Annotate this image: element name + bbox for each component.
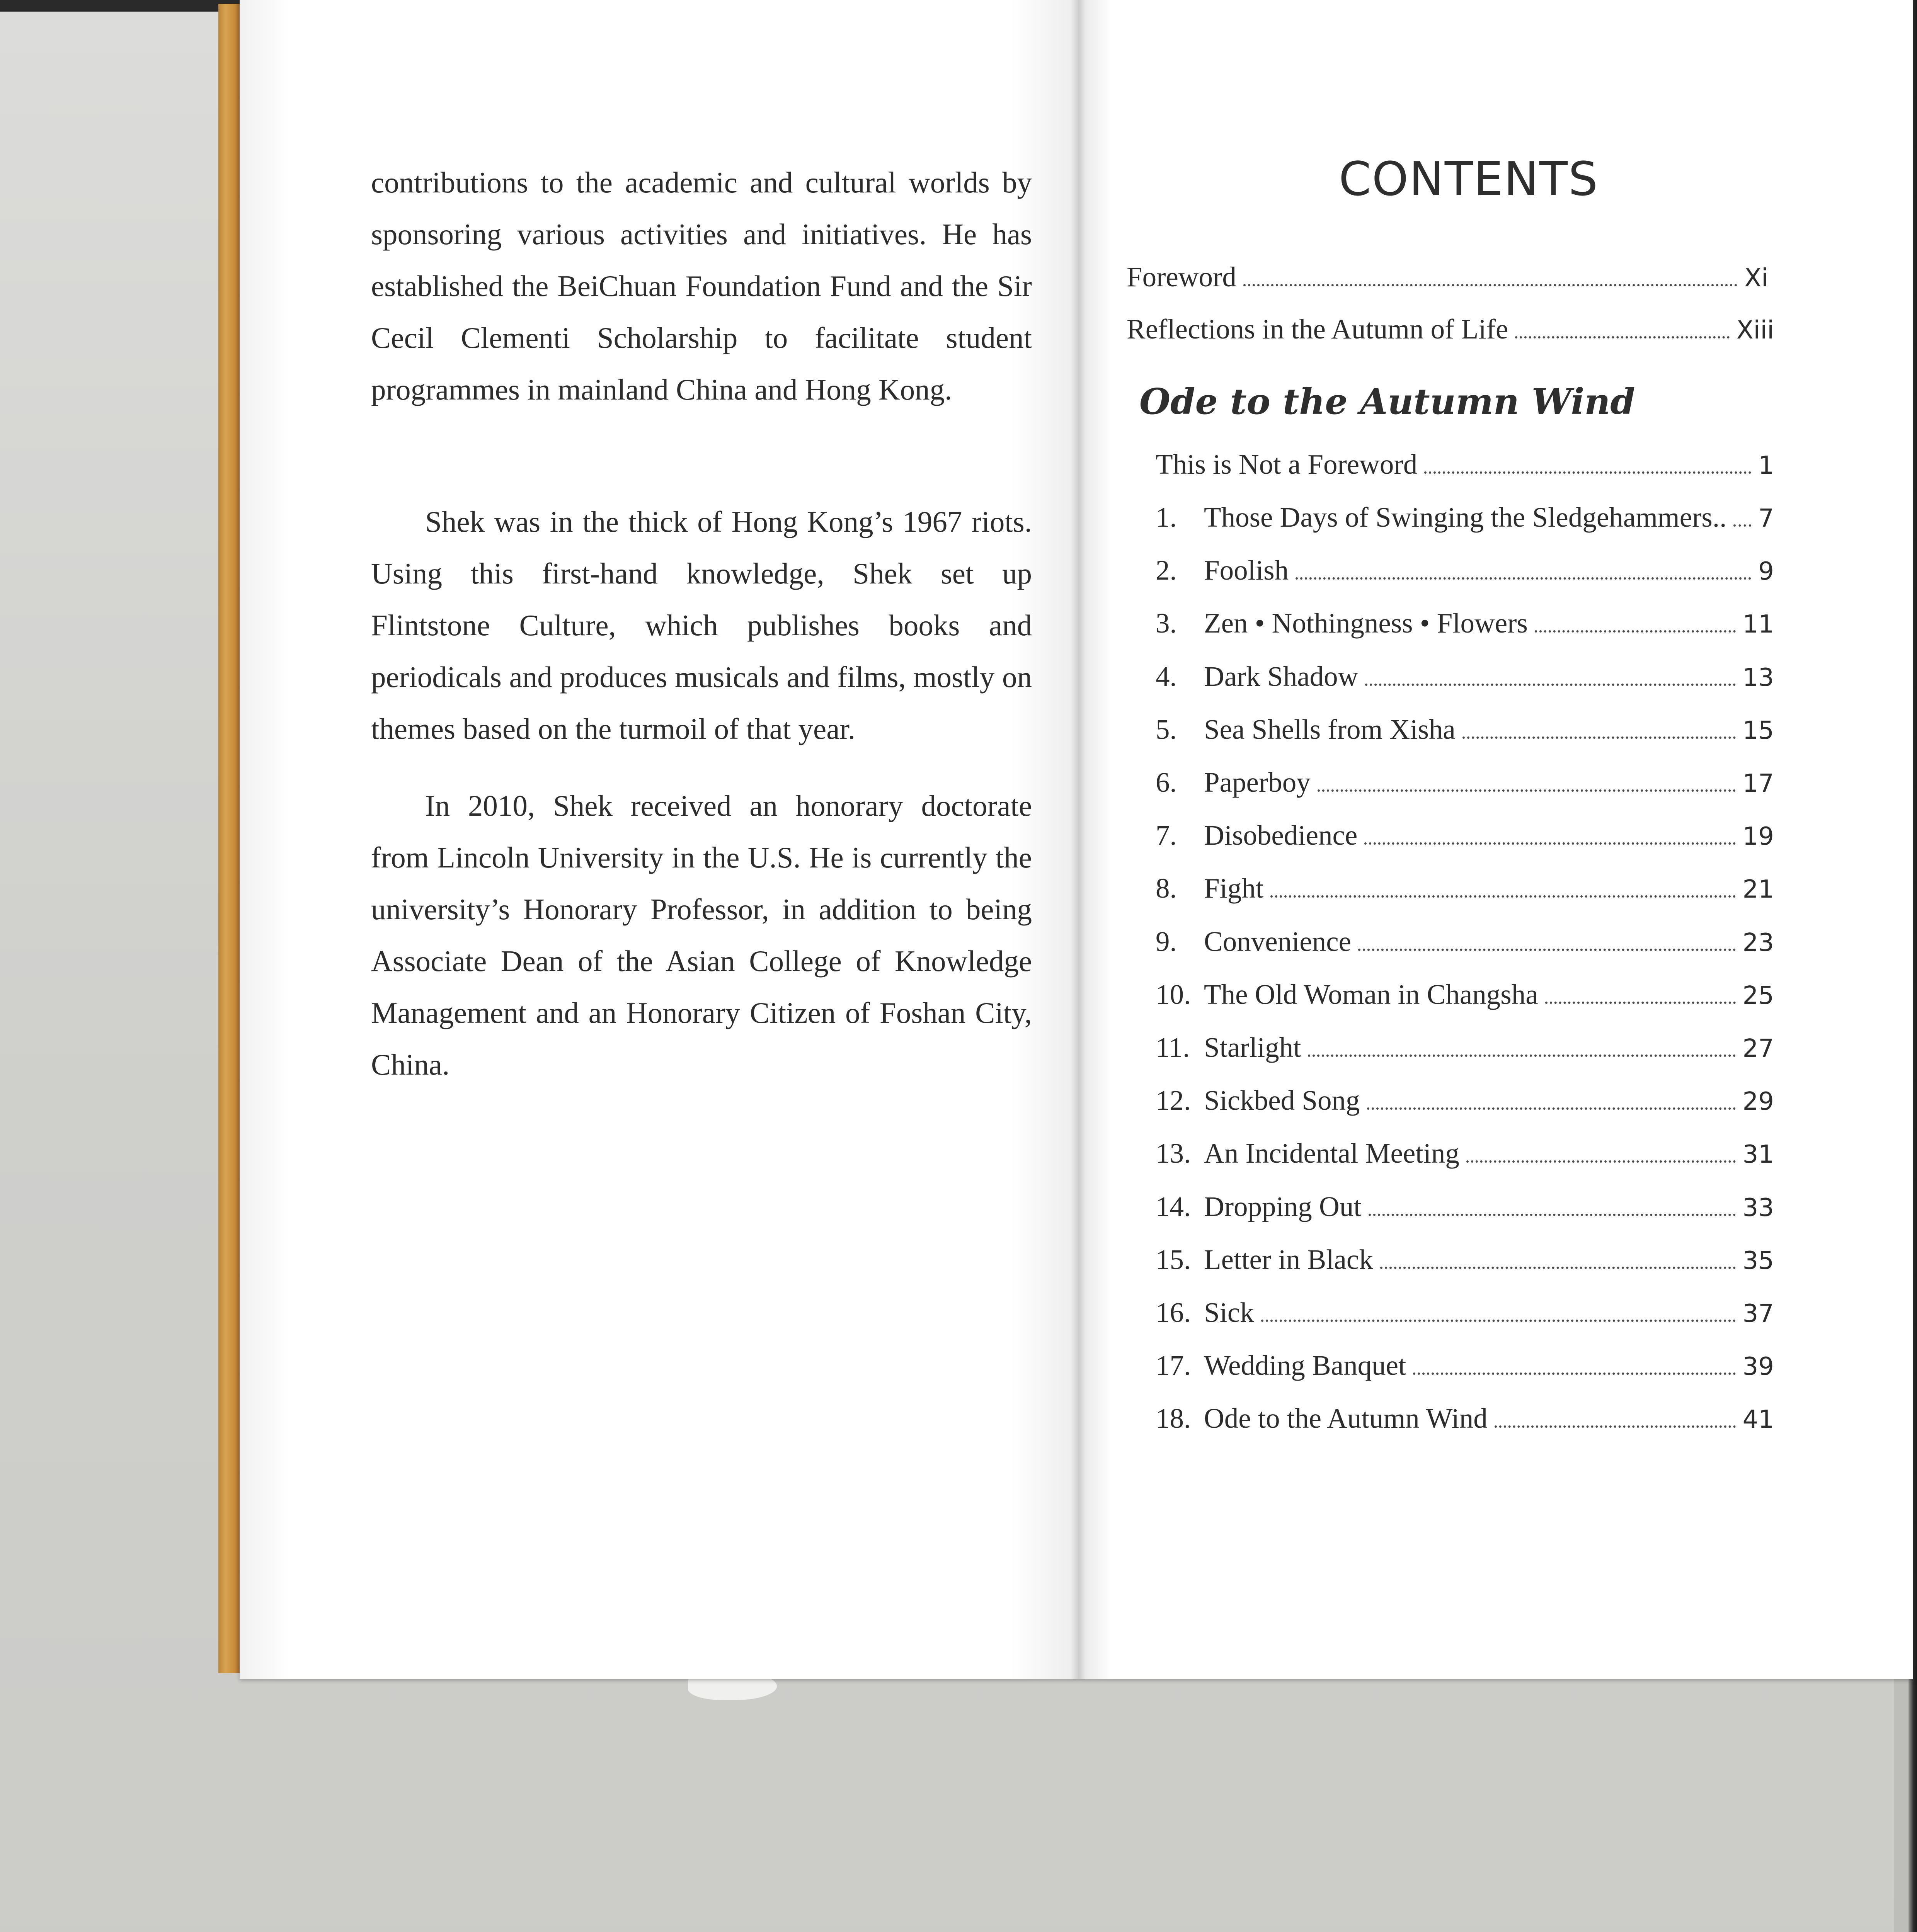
toc-chapter-title: Wedding Banquet (1204, 1350, 1406, 1381)
dot-leader (1367, 1107, 1736, 1110)
toc-chapter-page: 17 (1742, 769, 1774, 798)
dot-leader (1466, 1160, 1736, 1163)
toc-chapter-title: Convenience (1204, 926, 1352, 957)
book-page-edge (218, 4, 242, 1673)
toc-chapter-number: 15. (1156, 1244, 1191, 1275)
toc-chapter-page: 13 (1742, 663, 1774, 692)
toc-chapter-title: Letter in Black (1204, 1244, 1373, 1275)
toc-chapter-page: 7 (1758, 504, 1774, 533)
toc-chapter-entry (1156, 713, 1774, 752)
toc-chapter-entry (1156, 554, 1774, 593)
dot-leader (1733, 524, 1751, 527)
toc-chapter-page: 23 (1742, 929, 1774, 957)
toc-chapter-page: 31 (1742, 1140, 1774, 1169)
toc-chapter-page: 41 (1742, 1405, 1774, 1434)
toc-chapter-title: Those Days of Swinging the Sledgehammers.. (1204, 502, 1727, 533)
toc-entry-page: Xi (1744, 264, 1768, 293)
toc-entry-page: Xiii (1736, 316, 1774, 345)
toc-chapter-page: 27 (1742, 1034, 1774, 1063)
toc-chapter-number: 5. (1156, 714, 1177, 745)
toc-chapter-title: Dropping Out (1204, 1191, 1362, 1222)
toc-chapter-page: 35 (1742, 1247, 1774, 1275)
toc-chapter-number: 7. (1156, 820, 1177, 851)
toc-entry-reflections (1127, 313, 1774, 352)
dot-leader (1515, 336, 1729, 338)
toc-chapter-entry (1156, 978, 1774, 1017)
dot-leader (1364, 842, 1735, 845)
toc-chapter-number: 3. (1156, 607, 1177, 639)
toc-chapter-number: 10. (1156, 979, 1191, 1010)
dot-leader (1495, 1425, 1736, 1428)
toc-chapter-page: 15 (1742, 716, 1774, 745)
toc-chapter-number: 16. (1156, 1297, 1191, 1328)
toc-chapter-entry (1156, 1402, 1774, 1441)
toc-entry-foreword (1127, 261, 1768, 299)
toc-chapter-entry (1156, 1137, 1774, 1176)
toc-entry-title: Reflections in the Autumn of Life (1127, 313, 1508, 345)
toc-chapter-title: Dark Shadow (1204, 661, 1359, 692)
dot-leader (1535, 630, 1736, 633)
toc-chapter-entry (1156, 766, 1774, 805)
toc-chapter-entry (1156, 1243, 1774, 1282)
toc-chapter-entry (1156, 1190, 1774, 1229)
toc-chapter-entry (1156, 501, 1774, 540)
toc-chapter-entry (1156, 819, 1774, 858)
dot-leader (1243, 284, 1738, 286)
toc-chapter-number: 8. (1156, 872, 1177, 904)
toc-chapter-page: 25 (1742, 981, 1774, 1010)
toc-chapter-page: 37 (1742, 1299, 1774, 1328)
dot-leader (1545, 1002, 1736, 1004)
toc-chapter-number: 14. (1156, 1191, 1191, 1222)
toc-chapter-entry (1156, 607, 1774, 646)
toc-chapter-number: 4. (1156, 661, 1177, 692)
toc-chapter-title: Fight (1204, 872, 1264, 904)
dot-leader (1296, 577, 1751, 580)
section-title: Ode to the Autumn Wind (1139, 381, 1635, 422)
toc-chapter-page: 19 (1742, 822, 1774, 851)
dot-leader (1369, 1214, 1736, 1216)
toc-chapter-entry (1156, 1084, 1774, 1123)
toc-chapter-entry (1156, 925, 1774, 964)
toc-chapter-number: 2. (1156, 554, 1177, 586)
toc-chapter-title: Sea Shells from Xisha (1204, 714, 1456, 745)
dot-leader (1424, 471, 1751, 474)
toc-chapter-entry (1156, 1296, 1774, 1335)
toc-chapter-title: An Incidental Meeting (1204, 1138, 1459, 1169)
toc-chapter-number: 1. (1156, 502, 1177, 533)
toc-chapter-page: 33 (1742, 1194, 1774, 1222)
toc-chapter-entry (1156, 872, 1774, 911)
scan-edge-strip (1894, 1662, 1908, 1932)
toc-chapter-title: Starlight (1204, 1032, 1301, 1063)
toc-chapter-page: 9 (1758, 557, 1774, 586)
scan-shadow-top (0, 0, 247, 12)
dot-leader (1365, 684, 1735, 686)
toc-chapter-number: 17. (1156, 1350, 1191, 1381)
paragraph-contributions: contributions to the academic and cultural worlds by sponsoring various activities and initiatives. He has established the BeiChuan Foundation Fund and the Sir Cecil Clementi Scholarship to facilitate student programmes in mainland China and Hong Kong. (371, 166, 1032, 406)
dot-leader (1261, 1320, 1736, 1322)
toc-chapter-title: Foolish (1204, 554, 1289, 586)
toc-chapter-page: 29 (1742, 1087, 1774, 1116)
toc-chapter-title: The Old Woman in Changsha (1204, 979, 1538, 1010)
dot-leader (1318, 789, 1736, 792)
toc-chapter-number: 6. (1156, 767, 1177, 798)
toc-chapter-title: Disobedience (1204, 820, 1358, 851)
toc-chapter-title: Sickbed Song (1204, 1085, 1360, 1116)
toc-chapter-number: 12. (1156, 1085, 1191, 1116)
toc-chapter-number: 11. (1156, 1032, 1190, 1063)
toc-chapter-title: Paperboy (1204, 767, 1311, 798)
toc-chapter-entry (1156, 1349, 1774, 1388)
dot-leader (1358, 949, 1735, 951)
book-gutter (1071, 0, 1086, 1679)
toc-chapter-title: Ode to the Autumn Wind (1204, 1403, 1488, 1434)
toc-chapter-title: Sick (1204, 1297, 1254, 1328)
dot-leader (1380, 1267, 1736, 1269)
toc-chapter-number: 18. (1156, 1403, 1191, 1434)
toc-chapter-page: 39 (1742, 1352, 1774, 1381)
toc-entry-page: 1 (1758, 451, 1774, 480)
toc-chapter-entry (1156, 660, 1774, 699)
paragraph-doctorate: In 2010, Shek received an honorary doctorate from Lincoln University in the U.S. He is currently the university’s Honorary Professor, in addition to being Associate Dean of the Asian College of Knowledge Management and an Honorary Citizen of Foshan City, China. (371, 789, 1032, 1081)
toc-entry-intro (1156, 448, 1774, 487)
dot-leader (1462, 736, 1736, 739)
dot-leader (1308, 1054, 1735, 1057)
toc-chapter-number: 9. (1156, 926, 1177, 957)
toc-entry-title: This is Not a Foreword (1156, 449, 1418, 480)
toc-entry-title: Foreword (1127, 261, 1236, 293)
toc-chapter-page: 21 (1742, 875, 1774, 904)
toc-chapter-page: 11 (1742, 610, 1774, 639)
toc-chapter-number: 13. (1156, 1138, 1191, 1169)
dot-leader (1413, 1372, 1735, 1375)
paragraph-riots: Shek was in the thick of Hong Kong’s 1967 riots. Using this first-hand knowledge, Shek set up Flintstone Culture, which publishes books and periodicals and produces musicals and films, mostly on themes based on the turmoil of that year. (371, 505, 1032, 745)
contents-heading: CONTENTS (1338, 153, 1599, 206)
toc-chapter-title: Zen • Nothingness • Flowers (1204, 607, 1528, 639)
dot-leader (1270, 895, 1735, 898)
toc-chapter-entry (1156, 1031, 1774, 1070)
